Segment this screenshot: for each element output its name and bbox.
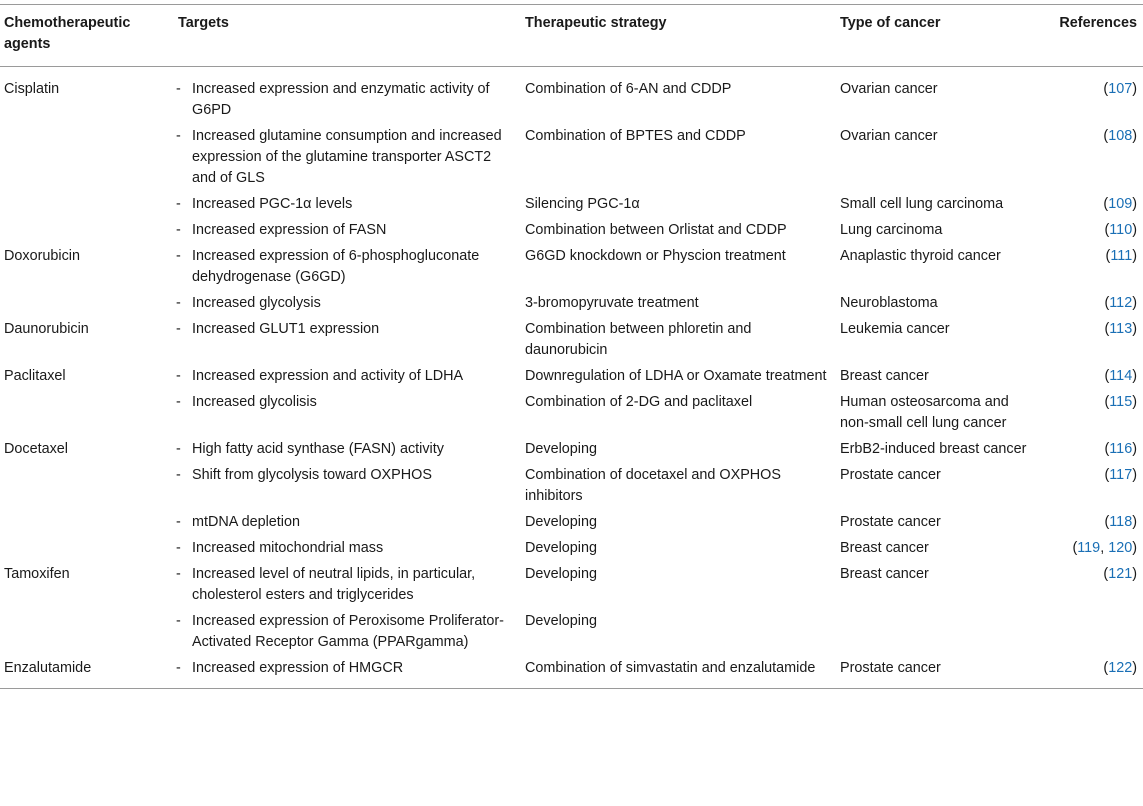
target-text: Increased expression of 6-phosphogluconate dehydrogenase (G6GD): [192, 248, 480, 285]
cell-references: (113): [1104, 321, 1137, 337]
bullet-dash: -: [176, 540, 181, 556]
bullet-dash: -: [176, 321, 181, 337]
bullet-dash: -: [176, 248, 181, 264]
cell-strategy: Combination between phloretin and daunorubicin: [525, 321, 752, 358]
reference-link[interactable]: 114: [1109, 368, 1133, 384]
cell-target: [174, 606, 521, 653]
table-row: [0, 387, 1143, 434]
table-body: [0, 67, 1143, 689]
cell-target: [174, 314, 521, 361]
cell-cancer: Ovarian cancer: [840, 128, 938, 144]
cell-references: (121): [1103, 566, 1137, 582]
cell-cancer: ErbB2-induced breast cancer: [840, 441, 1027, 457]
cell-references: [1038, 606, 1143, 653]
cell-target: [174, 189, 521, 215]
cell-references: (111): [1105, 248, 1137, 264]
cell-cancer: Anaplastic thyroid cancer: [840, 248, 1001, 264]
cell-references: (112): [1104, 295, 1137, 311]
header-agents: Chemotherapeutic agents: [4, 15, 131, 52]
cell-target: [174, 507, 521, 533]
cell-references: (119, 120): [1072, 540, 1137, 556]
bullet-dash: -: [176, 394, 181, 410]
cell-agent: Paclitaxel: [4, 368, 66, 384]
target-text: Increased expression of Peroxisome Proliferator-Activated Receptor Gamma (PPARgamma): [192, 613, 504, 650]
cell-strategy: Developing: [525, 514, 598, 530]
table-row: [0, 533, 1143, 559]
cell-agent: [0, 189, 174, 215]
reference-link[interactable]: 113: [1109, 321, 1133, 337]
table-header: [0, 5, 1143, 67]
cell-strategy: Combination of BPTES and CDDP: [525, 128, 746, 144]
table-row: [0, 215, 1143, 241]
table-row: [0, 606, 1143, 653]
cell-cancer: Prostate cancer: [840, 467, 941, 483]
cell-strategy: G6GD knockdown or Physcion treatment: [525, 248, 786, 264]
reference-link[interactable]: 111: [1110, 248, 1133, 264]
cell-target: [174, 460, 521, 507]
table-row: [0, 434, 1143, 460]
cell-agent: Docetaxel: [4, 441, 68, 457]
bullet-dash: -: [176, 441, 181, 457]
reference-link[interactable]: 108: [1108, 128, 1133, 144]
reference-link[interactable]: 119: [1077, 540, 1101, 556]
cell-strategy: Combination of 6-AN and CDDP: [525, 81, 732, 97]
header-references: References: [1059, 15, 1137, 31]
bullet-dash: -: [176, 613, 181, 629]
cell-cancer: Prostate cancer: [840, 660, 941, 676]
table-row: [0, 121, 1143, 189]
header-cancer: Type of cancer: [840, 15, 941, 31]
cell-references: (116): [1104, 441, 1137, 457]
cell-strategy: Developing: [525, 613, 598, 629]
table-row: [0, 67, 1143, 122]
cell-target: [174, 241, 521, 288]
cell-agent: Tamoxifen: [4, 566, 70, 582]
cell-target: [174, 121, 521, 189]
cell-agent: Enzalutamide: [4, 660, 92, 676]
cell-target: [174, 288, 521, 314]
reference-link[interactable]: 115: [1109, 394, 1133, 410]
target-text: Increased expression and activity of LDHA: [192, 368, 464, 384]
data-table: [0, 4, 1143, 689]
target-text: Increased mitochondrial mass: [192, 540, 384, 556]
bullet-dash: -: [176, 295, 181, 311]
cell-cancer: Breast cancer: [840, 540, 929, 556]
cell-cancer: Breast cancer: [840, 368, 929, 384]
table-row: [0, 507, 1143, 533]
cell-agent: [0, 288, 174, 314]
reference-link[interactable]: 117: [1109, 467, 1133, 483]
reference-link[interactable]: 118: [1109, 514, 1133, 530]
cell-target: [174, 361, 521, 387]
cell-cancer: Ovarian cancer: [840, 81, 938, 97]
cell-references: (114): [1104, 368, 1137, 384]
cell-target: [174, 215, 521, 241]
cell-cancer: Neuroblastoma: [840, 295, 938, 311]
cell-strategy: Silencing PGC-1α: [525, 196, 640, 212]
table-row: [0, 653, 1143, 689]
table-row: [0, 314, 1143, 361]
cell-references: (110): [1104, 222, 1137, 238]
cell-references: (109): [1103, 196, 1137, 212]
cell-references: (117): [1104, 467, 1137, 483]
cell-target: [174, 387, 521, 434]
reference-link[interactable]: 109: [1108, 196, 1133, 212]
cell-agent: [0, 533, 174, 559]
cell-agent: [0, 460, 174, 507]
cell-references: (107): [1103, 81, 1137, 97]
bullet-dash: -: [176, 81, 181, 97]
cell-cancer: Leukemia cancer: [840, 321, 950, 337]
cell-agent: Daunorubicin: [4, 321, 89, 337]
reference-link[interactable]: 121: [1108, 566, 1133, 582]
cell-strategy: Combination of simvastatin and enzalutamide: [525, 660, 816, 676]
table-row: [0, 361, 1143, 387]
cell-strategy: 3-bromopyruvate treatment: [525, 295, 699, 311]
target-text: High fatty acid synthase (FASN) activity: [192, 441, 444, 457]
target-text: Increased expression of FASN: [192, 222, 387, 238]
cell-strategy: Developing: [525, 566, 598, 582]
cell-target: [174, 559, 521, 606]
bullet-dash: -: [176, 222, 181, 238]
target-text: Increased glutamine consumption and increased expression of the glutamine transporter ASCT2 and of GLS: [192, 128, 502, 186]
bullet-dash: -: [176, 368, 181, 384]
bullet-dash: -: [176, 128, 181, 144]
bullet-dash: -: [176, 467, 181, 483]
target-text: Increased level of neutral lipids, in particular, cholesterol esters and triglycerides: [192, 566, 476, 603]
cell-cancer: Prostate cancer: [840, 514, 941, 530]
table-row: [0, 460, 1143, 507]
reference-link[interactable]: 112: [1109, 295, 1133, 311]
cell-agent: Doxorubicin: [4, 248, 80, 264]
reference-link[interactable]: 122: [1108, 660, 1133, 676]
reference-link[interactable]: 116: [1109, 441, 1133, 457]
header-targets: Targets: [178, 15, 229, 31]
bullet-dash: -: [176, 660, 181, 676]
target-text: Increased PGC-1α levels: [192, 196, 353, 212]
cell-references: (115): [1104, 394, 1137, 410]
target-text: Increased expression and enzymatic activity of G6PD: [192, 81, 490, 118]
cell-strategy: Combination of 2-DG and paclitaxel: [525, 394, 753, 410]
target-text: Increased expression of HMGCR: [192, 660, 404, 676]
cell-strategy: Developing: [525, 441, 598, 457]
table-row: [0, 189, 1143, 215]
table-row: [0, 288, 1143, 314]
bullet-dash: -: [176, 196, 181, 212]
cell-target: [174, 67, 521, 122]
target-text: Increased glycolisis: [192, 394, 317, 410]
cell-cancer: Human osteosarcoma and non-small cell lung cancer: [840, 394, 1009, 431]
cell-cancer: [836, 606, 1038, 653]
cell-strategy: Combination between Orlistat and CDDP: [525, 222, 787, 238]
table-row: [0, 241, 1143, 288]
reference-link[interactable]: 107: [1108, 81, 1133, 97]
target-text: mtDNA depletion: [192, 514, 300, 530]
cell-cancer: Breast cancer: [840, 566, 929, 582]
cell-strategy: Developing: [525, 540, 598, 556]
cell-agent: [0, 606, 174, 653]
cell-agent: Cisplatin: [4, 81, 60, 97]
table-row: [0, 559, 1143, 606]
cell-cancer: Lung carcinoma: [840, 222, 943, 238]
cell-target: [174, 533, 521, 559]
target-text: Shift from glycolysis toward OXPHOS: [192, 467, 432, 483]
target-text: Increased glycolysis: [192, 295, 321, 311]
cell-references: (108): [1103, 128, 1137, 144]
bullet-dash: -: [176, 514, 181, 530]
cell-agent: [0, 215, 174, 241]
cell-references: (122): [1103, 660, 1137, 676]
cell-cancer: Small cell lung carcinoma: [840, 196, 1004, 212]
reference-link[interactable]: 110: [1109, 222, 1133, 238]
cell-target: [174, 434, 521, 460]
cell-strategy: Downregulation of LDHA or Oxamate treatment: [525, 368, 827, 384]
cell-agent: [0, 121, 174, 189]
cell-strategy: Combination of docetaxel and OXPHOS inhibitors: [525, 467, 781, 504]
cell-target: [174, 653, 521, 689]
reference-link[interactable]: 120: [1108, 540, 1133, 556]
cell-agent: [0, 387, 174, 434]
cell-references: (118): [1104, 514, 1137, 530]
target-text: Increased GLUT1 expression: [192, 321, 380, 337]
header-strategy: Therapeutic strategy: [525, 15, 667, 31]
bullet-dash: -: [176, 566, 181, 582]
cell-agent: [0, 507, 174, 533]
